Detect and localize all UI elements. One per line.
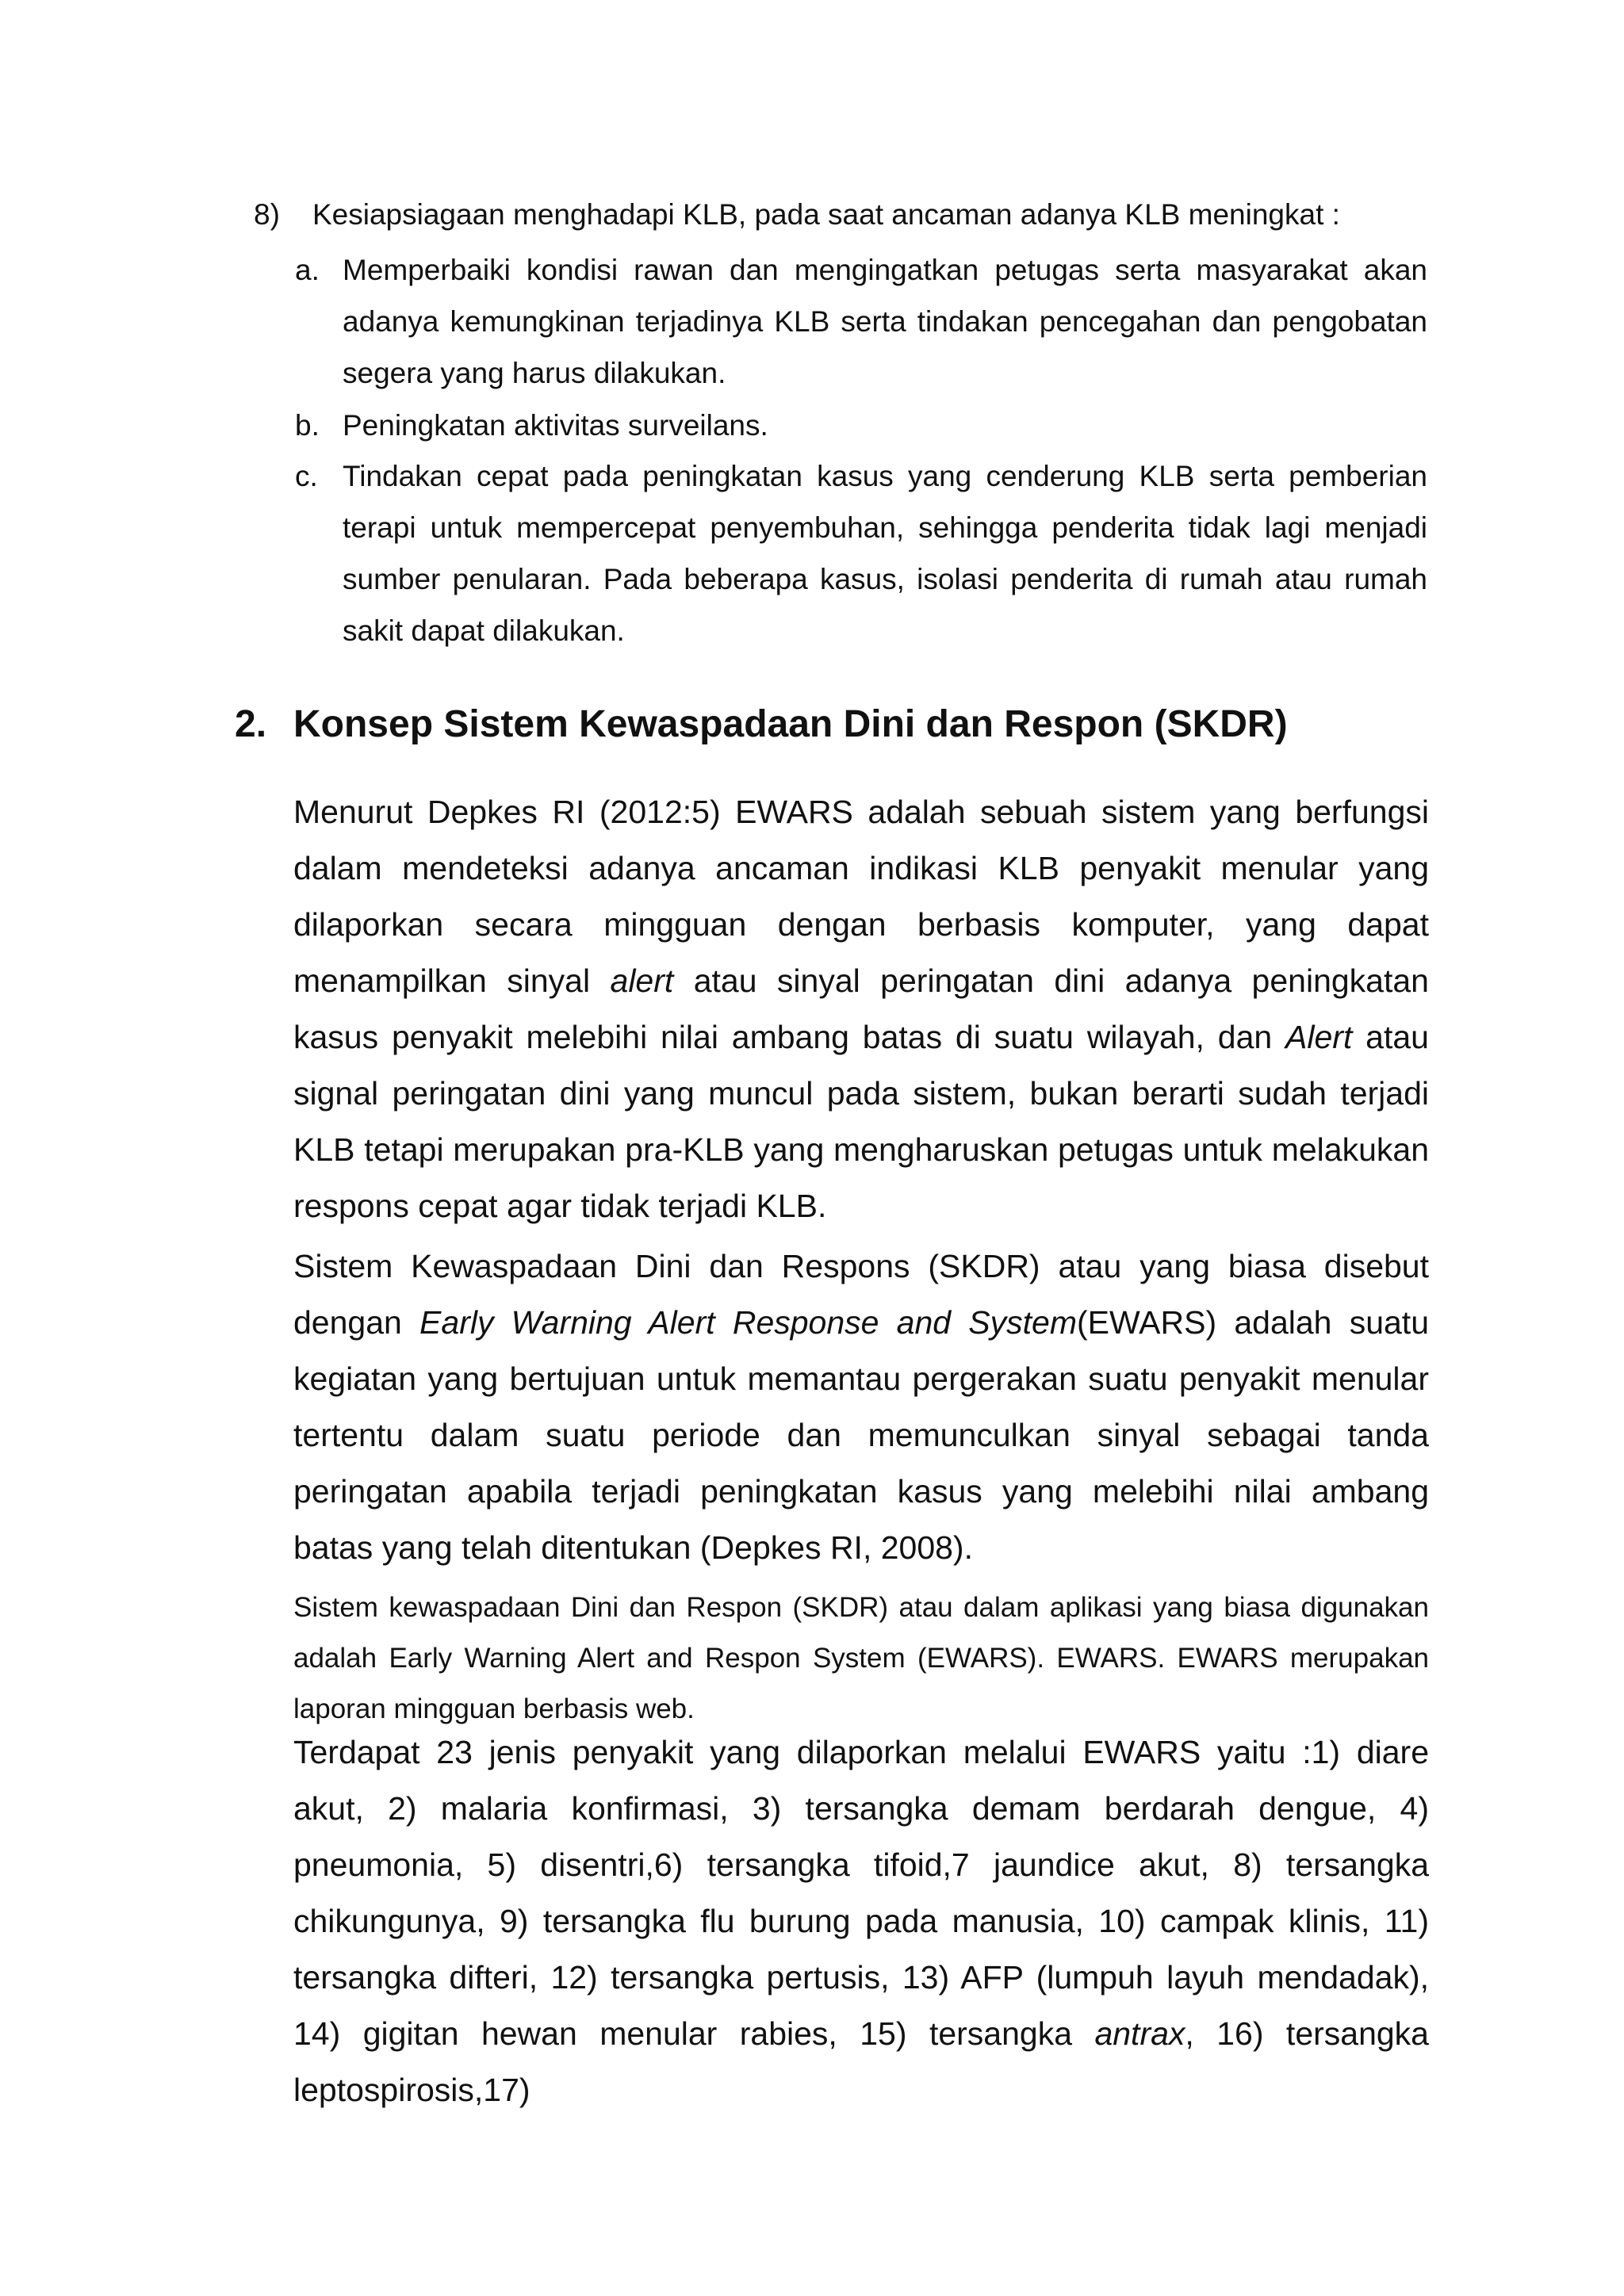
paragraph-text: Sistem kewaspadaan Dini dan Respon (SKDR) atau dalam aplikasi yang biasa digunakan adalah Early Warning Alert and Respon System (EWARS). EWARS. EWARS merupakan laporan mingguan berbasis web.	[293, 1592, 1429, 1724]
section-heading	[235, 701, 1288, 748]
italic-term: antrax	[1094, 2015, 1185, 2052]
sub-list-item-a	[295, 244, 1427, 399]
section-number: 2.	[235, 703, 267, 745]
sub-list-letter: a.	[295, 254, 320, 286]
sub-list-letter: c.	[295, 460, 318, 492]
paragraph-text: Menurut Depkes RI (2012:5) EWARS adalah sebuah sistem yang berfungsi dalam mendeteksi adanya ancaman indikasi KLB penyakit menular yang dilaporkan secara mingguan dengan berbasis komputer, yang dapat menampilkan sinyal	[293, 794, 1429, 999]
paragraph-disease-list	[293, 1724, 1429, 2118]
paragraph-ewars-definition	[293, 784, 1429, 1234]
italic-term: Alert	[1285, 1019, 1353, 1055]
italic-term: Early Warning Alert Response and System	[419, 1304, 1077, 1341]
paragraph-text: (EWARS) adalah suatu kegiatan yang bertujuan untuk memantau pergerakan suatu penyakit menular tertentu dalam suatu periode dan memunculkan sinyal sebagai tanda peringatan apabila terjadi peningkatan kasus yang melebihi nilai ambang batas yang telah ditentukan (Depkes RI, 2008).	[293, 1304, 1429, 1566]
paragraph-skdr-definition	[293, 1238, 1429, 1576]
list-item-heading: Kesiapsiagaan menghadapi KLB, pada saat ancaman adanya KLB meningkat :	[312, 198, 1340, 231]
italic-term: alert	[610, 962, 674, 999]
paragraph-text: atau sinyal peringatan dini adanya peningkatan kasus penyakit melebihi nilai ambang batas di suatu wilayah, dan	[293, 962, 1429, 1055]
paragraph-ewars-web-report	[293, 1582, 1429, 1735]
paragraph-text: atau signal peringatan dini yang muncul pada sistem, bukan berarti sudah terjadi KLB tetapi merupakan pra-KLB yang mengharuskan petugas untuk melakukan respons cepat agar tidak terjadi KLB.	[293, 1019, 1429, 1224]
sub-list-text: Peningkatan aktivitas surveilans.	[343, 409, 768, 442]
section-title: Konsep Sistem Kewaspadaan Dini dan Respon (SKDR)	[293, 703, 1288, 745]
list-item-number: 8)	[254, 198, 280, 231]
paragraph-text: Terdapat 23 jenis penyakit yang dilaporkan melalui EWARS yaitu :1) diare akut, 2) malaria konfirmasi, 3) tersangka demam berdarah dengue, 4) pneumonia, 5) disentri,6) tersangka tifoid,7 jaundice akut, 8) tersangka chikungunya, 9) tersangka flu burung pada manusia, 10) campak klinis, 11) tersangka difteri, 12) tersangka pertusis, 13) AFP (lumpuh layuh mendadak), 14) gigitan hewan menular rabies, 15) tersangka	[293, 1734, 1429, 2052]
sub-list-item-c	[295, 450, 1427, 656]
paragraph-text: Sistem Kewaspadaan Dini dan Respons (SKDR) atau yang biasa disebut dengan	[293, 1248, 1429, 1341]
sub-list-letter: b.	[295, 409, 320, 442]
sub-list-item-b	[295, 400, 1427, 451]
sub-list-text: Tindakan cepat pada peningkatan kasus yang cenderung KLB serta pemberian terapi untuk mempercepat penyembuhan, sehingga penderita tidak lagi menjadi sumber penularan. Pada beberapa kasus, isolasi penderita di rumah atau rumah sakit dapat dilakukan.	[343, 460, 1427, 647]
sub-list-text: Memperbaiki kondisi rawan dan mengingatkan petugas serta masyarakat akan adanya kemungkinan terjadinya KLB serta tindakan pencegahan dan pengobatan segera yang harus dilakukan.	[343, 254, 1427, 389]
paragraph-text: , 16) tersangka leptospirosis,17)	[293, 2015, 1429, 2108]
